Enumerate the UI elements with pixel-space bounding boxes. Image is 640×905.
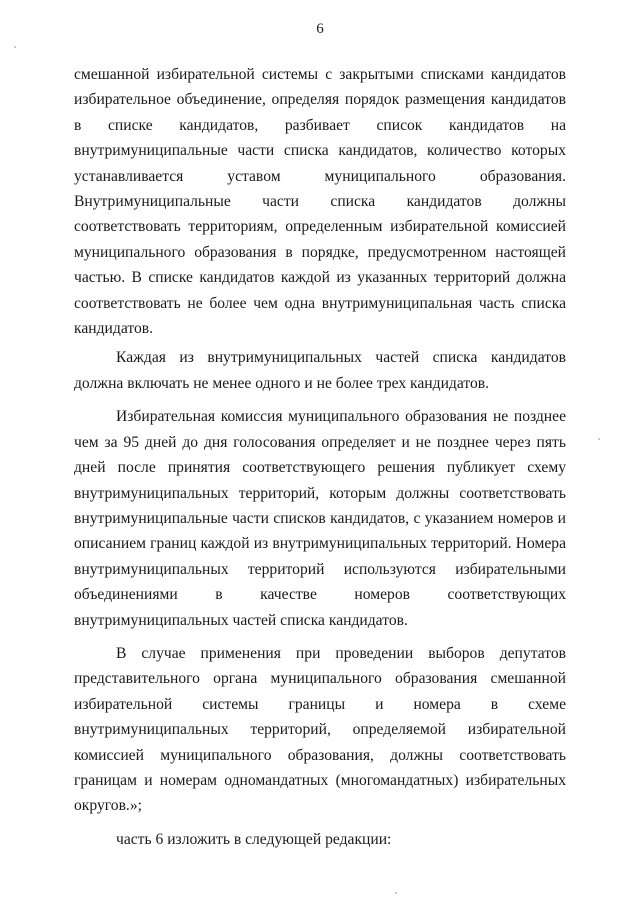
paragraph-candidates-per-part: Каждая из внутримуниципальных частей списка кандидатов должна включать не менее одного и не более трех кандидатов. [74,349,566,392]
page-number: 6 [316,21,324,37]
paragraph-continuation: смешанной избирательной системы с закрытыми списками кандидатов избирательное объединение, определяя порядок размещения кандидатов в списке кандидатов, разбивает список кандидатов на внутримуниципальные части списка кандидатов, количество которых устанавливается уставом муниципального образования. Внутримуниципальные части списка кандидатов должны соответствовать территориям, определенным избирательной комиссией муниципального образования в порядке, предусмотренном настоящей частью. В списке кандидатов каждой из указанных территорий должна соответствовать не более чем одна внутримуниципальная часть списка кандидатов. [74,66,566,338]
paragraph-commission-scheme: Избирательная комиссия муниципального образования не позднее чем за 95 дней до дня голосования определяет и не позднее через пять дней после принятия соответствующего решения публикует схему внутримуниципальных территорий, которым должны соответствовать внутримуниципальные части списков кандидатов, с указанием номеров и описанием границ каждой из внутримуниципальных территорий. Номера внутримуниципальных территорий используются избирательными объединениями в качестве номеров соответствующих внутримуниципальных частей списка кандидатов. [74,408,566,629]
scan-speck [598,438,600,440]
scan-speck [14,46,16,48]
scan-speck [395,892,397,894]
paragraph-amendment-instruction: часть 6 изложить в следующей редакции: [116,830,392,848]
paragraph-mixed-system-boundaries: В случае применения при проведении выборов депутатов представительного органа муниципального образования смешанной избирательной системы границы и номера в схеме внутримуниципальных территорий, определяемой избирательной комиссией муниципального образования, должны соответствовать границам и номерам одномандатных (многомандатных) избирательных округов.»; [74,644,566,815]
document-body [74,62,566,852]
